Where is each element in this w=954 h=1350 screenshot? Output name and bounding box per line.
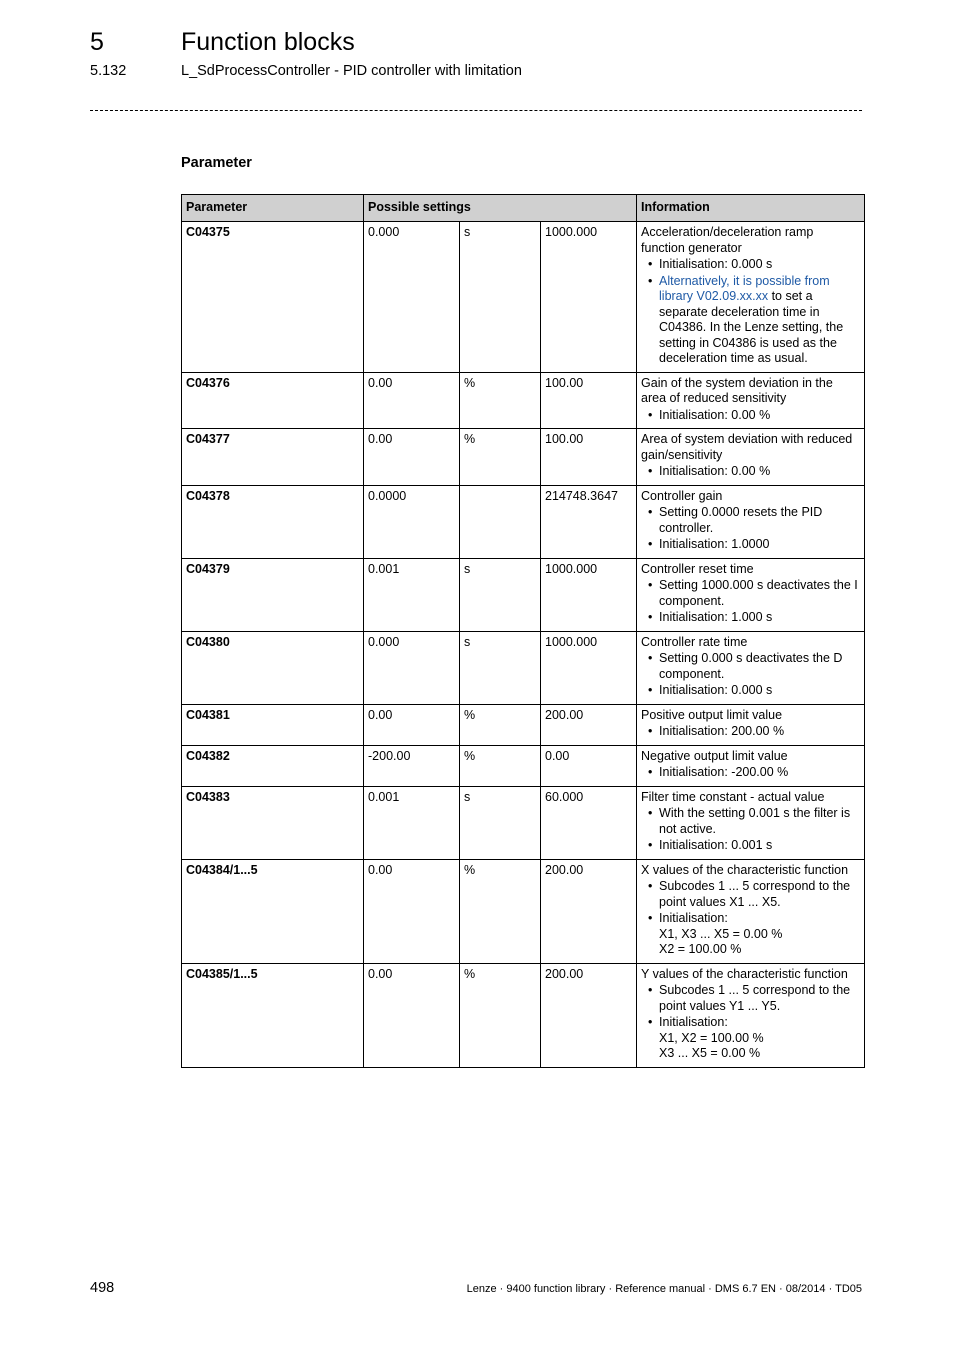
setting-min: 0.000 — [364, 222, 460, 373]
parameter-code: C04381 — [182, 704, 364, 745]
information-title: X values of the characteristic function — [641, 862, 849, 877]
information-title: Gain of the system deviation in the area of reduced sensitivity — [641, 375, 833, 405]
initialisation-line: X1, X2 = 100.00 % — [659, 1030, 764, 1045]
information-bullet — [641, 911, 860, 958]
setting-min: 0.00 — [364, 963, 460, 1067]
information-title: Y values of the characteristic function — [641, 966, 848, 981]
library-version-link[interactable]: Alternatively, it is possible from library V02.09.xx.xx — [659, 273, 830, 303]
table-row — [182, 485, 865, 558]
table-row — [182, 429, 865, 486]
information-bullets — [641, 765, 860, 781]
setting-unit: % — [460, 745, 541, 786]
information-bullet: • Initialisation: -200.00 % — [641, 765, 860, 781]
parameter-code: C04385/1...5 — [182, 963, 364, 1067]
information-bullets — [641, 464, 860, 480]
parameter-code: C04380 — [182, 631, 364, 704]
table-header-row — [182, 195, 865, 222]
initialisation-line: X2 = 100.00 % — [659, 942, 742, 956]
setting-unit: s — [460, 631, 541, 704]
initialisation-label: • Initialisation: — [659, 1015, 728, 1029]
information-cell — [637, 372, 865, 429]
information-bullet: • Setting 0.0000 resets the PID controller. — [641, 505, 860, 536]
column-header-parameter: Parameter — [182, 195, 364, 222]
information-cell — [637, 429, 865, 486]
table-row — [182, 558, 865, 631]
information-cell — [637, 963, 865, 1067]
column-header-information: Information — [637, 195, 865, 222]
setting-unit: % — [460, 704, 541, 745]
information-bullets — [641, 983, 860, 1062]
setting-min: 0.000 — [364, 631, 460, 704]
setting-min: 0.0000 — [364, 485, 460, 558]
table-row — [182, 786, 865, 859]
section-number: 5.132 — [90, 63, 127, 79]
information-title: Controller rate time — [641, 634, 748, 649]
information-bullets — [641, 806, 860, 854]
section-title: L_SdProcessController - PID controller with limitation — [181, 63, 522, 79]
information-bullet: • Setting 1000.000 s deactivates the I component. — [641, 578, 860, 609]
setting-min: 0.001 — [364, 558, 460, 631]
information-cell — [637, 222, 865, 373]
parameter-code: C04375 — [182, 222, 364, 373]
information-bullets — [641, 408, 860, 424]
information-bullet: • Initialisation: 200.00 % — [641, 724, 860, 740]
information-bullet: • Subcodes 1 ... 5 correspond to the point values Y1 ... Y5. — [641, 983, 860, 1014]
information-cell — [637, 859, 865, 963]
information-bullets — [641, 724, 860, 740]
initialisation-label: • Initialisation: — [659, 911, 728, 925]
setting-unit: s — [460, 786, 541, 859]
table-row — [182, 222, 865, 373]
setting-max: 200.00 — [541, 704, 637, 745]
section-heading: Parameter — [181, 155, 252, 171]
setting-min: 0.00 — [364, 859, 460, 963]
setting-max: 200.00 — [541, 859, 637, 963]
parameter-code: C04378 — [182, 485, 364, 558]
information-cell — [637, 631, 865, 704]
table-body — [182, 222, 865, 1068]
setting-unit: % — [460, 372, 541, 429]
setting-unit — [460, 485, 541, 558]
information-bullets — [641, 257, 860, 367]
information-bullet: • With the setting 0.001 s the filter is not active. — [641, 806, 860, 837]
chapter-title: Function blocks — [181, 28, 355, 56]
information-bullet: • Initialisation: 1.0000 — [641, 537, 860, 553]
information-bullet: • Setting 0.000 s deactivates the D component. — [641, 651, 860, 682]
table-row — [182, 859, 865, 963]
setting-unit: s — [460, 222, 541, 373]
parameter-code: C04379 — [182, 558, 364, 631]
parameter-code: C04376 — [182, 372, 364, 429]
table-row — [182, 372, 865, 429]
information-bullets — [641, 651, 860, 699]
setting-min: -200.00 — [364, 745, 460, 786]
information-bullets — [641, 879, 860, 958]
information-title: Acceleration/deceleration ramp function generator — [641, 225, 814, 255]
information-cell — [637, 704, 865, 745]
information-bullet — [641, 274, 860, 367]
information-title: Negative output limit value — [641, 748, 788, 763]
information-bullet: • Initialisation: 0.001 s — [641, 838, 860, 854]
column-header-possible-settings: Possible settings — [364, 195, 637, 222]
chapter-number: 5 — [90, 28, 104, 56]
information-title: Controller reset time — [641, 561, 754, 576]
setting-min: 0.00 — [364, 704, 460, 745]
setting-max: 60.000 — [541, 786, 637, 859]
footer-reference: Lenze · 9400 function library · Reference manual · DMS 6.7 EN · 08/2014 · TD05 — [466, 1283, 862, 1295]
information-title: Filter time constant - actual value — [641, 789, 825, 804]
setting-unit: % — [460, 963, 541, 1067]
information-cell — [637, 485, 865, 558]
information-bullet: • Initialisation: 0.00 % — [641, 464, 860, 480]
setting-unit: s — [460, 558, 541, 631]
setting-min: 0.00 — [364, 372, 460, 429]
header-divider — [90, 110, 862, 111]
information-bullet: • Initialisation: 1.000 s — [641, 610, 860, 626]
parameter-code: C04383 — [182, 786, 364, 859]
information-title: Area of system deviation with reduced gain/sensitivity — [641, 432, 853, 462]
table-row — [182, 963, 865, 1067]
initialisation-line: X1, X3 ... X5 = 0.00 % — [659, 926, 783, 941]
information-bullets — [641, 505, 860, 553]
table-row — [182, 631, 865, 704]
information-title: Positive output limit value — [641, 707, 783, 722]
parameter-code: C04384/1...5 — [182, 859, 364, 963]
information-cell — [637, 786, 865, 859]
page-number: 498 — [90, 1280, 115, 1296]
setting-max: 1000.000 — [541, 558, 637, 631]
parameter-table — [181, 194, 865, 1068]
information-bullet-text: to set a separate deceleration time in C04386. In the Lenze setting, the setting in C04386 is used as the deceleration time as usual. — [659, 289, 844, 365]
information-cell — [637, 558, 865, 631]
information-bullet: • Initialisation: 0.00 % — [641, 408, 860, 424]
setting-unit: % — [460, 429, 541, 486]
setting-min: 0.00 — [364, 429, 460, 486]
setting-unit: % — [460, 859, 541, 963]
parameter-code: C04382 — [182, 745, 364, 786]
setting-max: 214748.3647 — [541, 485, 637, 558]
parameter-code: C04377 — [182, 429, 364, 486]
information-title: Controller gain — [641, 488, 723, 503]
initialisation-line: X3 ... X5 = 0.00 % — [659, 1046, 761, 1060]
information-bullet: • Initialisation: 0.000 s — [641, 683, 860, 699]
information-bullet — [641, 1015, 860, 1062]
information-cell — [637, 745, 865, 786]
table-row — [182, 704, 865, 745]
setting-max: 0.00 — [541, 745, 637, 786]
setting-max: 200.00 — [541, 963, 637, 1067]
table-row — [182, 745, 865, 786]
information-bullets — [641, 578, 860, 626]
setting-max: 1000.000 — [541, 222, 637, 373]
information-bullet: • Subcodes 1 ... 5 correspond to the point values X1 ... X5. — [641, 879, 860, 910]
setting-max: 1000.000 — [541, 631, 637, 704]
setting-max: 100.00 — [541, 372, 637, 429]
setting-max: 100.00 — [541, 429, 637, 486]
information-bullet: • Initialisation: 0.000 s — [641, 257, 860, 273]
setting-min: 0.001 — [364, 786, 460, 859]
